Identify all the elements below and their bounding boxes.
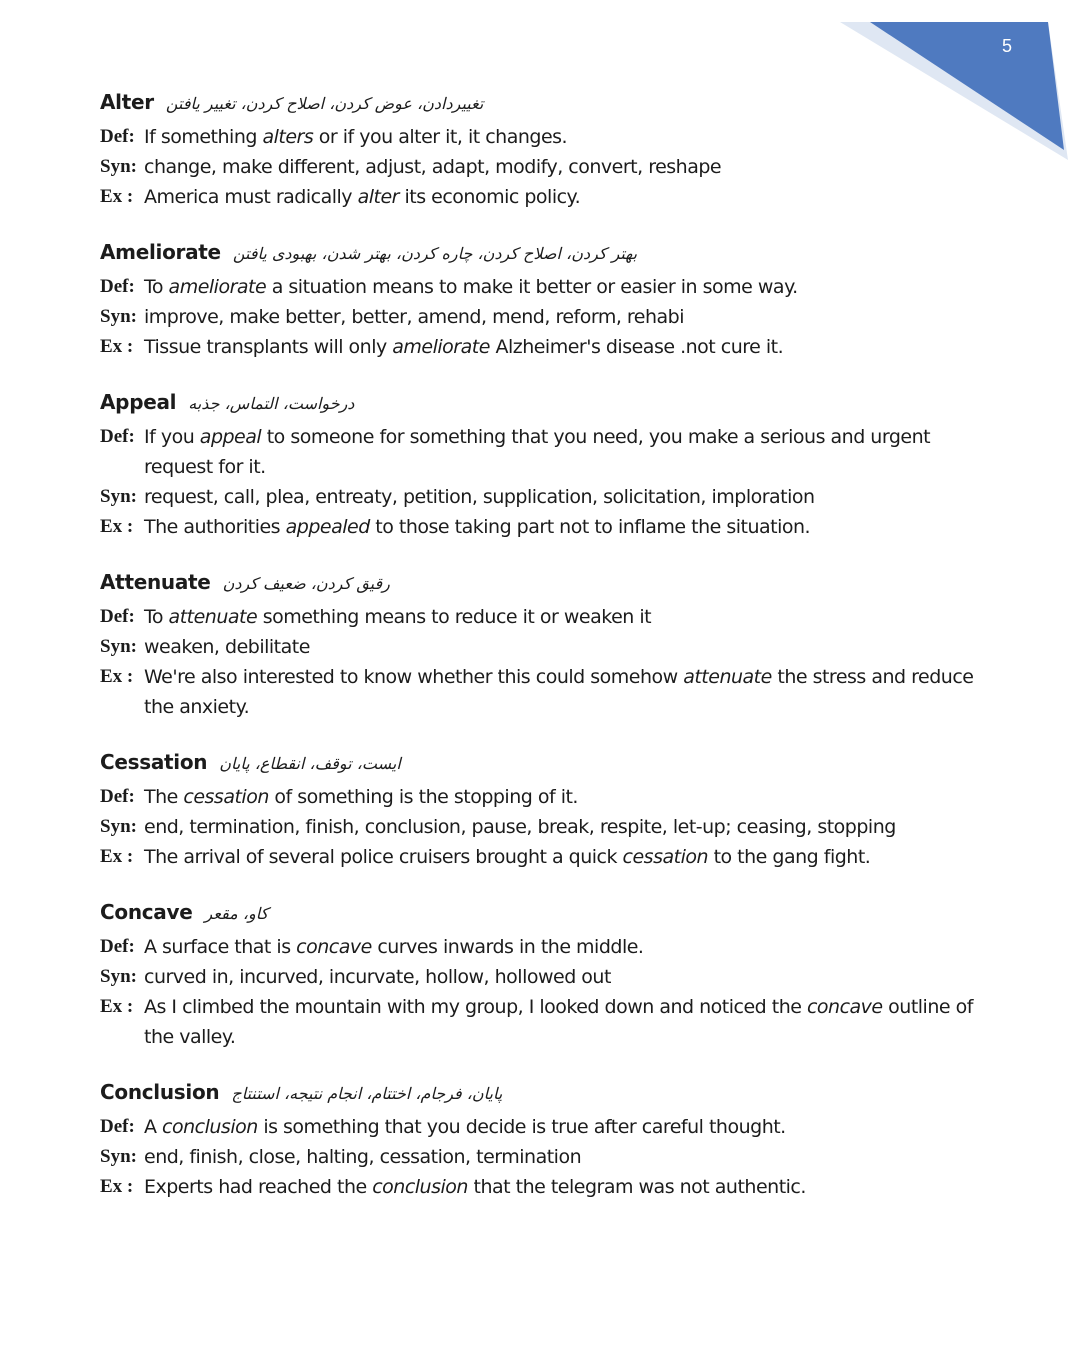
text-segment: A surface that is: [144, 936, 297, 958]
highlighted-word: concave: [806, 996, 883, 1018]
definition-line: [100, 422, 980, 482]
def-label: Def:: [100, 936, 135, 957]
def-label: Def:: [100, 606, 135, 627]
definition-line: [100, 122, 980, 152]
persian-translation: پایان، فرجام، اختتام، انجام نتیجه، استنتاج: [231, 1084, 503, 1103]
synonyms-line: [100, 302, 980, 332]
headword: Ameliorate: [100, 240, 221, 264]
ex-label: Ex :: [100, 1176, 134, 1197]
text-segment: its economic policy.: [398, 186, 581, 208]
entry-heading: [100, 562, 980, 602]
highlighted-word: conclusion: [162, 1116, 258, 1138]
example-line: [100, 512, 980, 542]
text-segment: The: [144, 786, 184, 808]
headword: Appeal: [100, 390, 177, 414]
entry-heading: [100, 742, 980, 782]
vocabulary-list: [100, 82, 980, 1222]
highlighted-word: cessation: [622, 846, 709, 868]
syn-label: Syn:: [100, 1146, 137, 1167]
vocabulary-entry: [100, 562, 980, 722]
text-segment: end, finish, close, halting, cessation, termination: [144, 1146, 582, 1168]
text-segment: improve, make better, better, amend, mend, reform, rehabi: [144, 306, 685, 328]
highlighted-word: attenuate: [168, 606, 258, 628]
text-segment: or if you alter it, it changes.: [313, 126, 568, 148]
highlighted-word: ameliorate: [168, 276, 267, 298]
entry-heading: [100, 82, 980, 122]
entry-heading: [100, 892, 980, 932]
headword: Conclusion: [100, 1080, 220, 1104]
ex-label: Ex :: [100, 186, 134, 207]
text-segment: Alzheimer's disease .not cure it.: [489, 336, 784, 358]
text-segment: to the gang fight.: [708, 846, 871, 868]
example-line: [100, 332, 980, 362]
vocabulary-entry: [100, 382, 980, 542]
syn-label: Syn:: [100, 966, 137, 987]
synonyms-line: [100, 632, 980, 662]
ex-label: Ex :: [100, 516, 134, 537]
def-label: Def:: [100, 276, 135, 297]
example-line: [100, 842, 980, 872]
highlighted-word: alter: [357, 186, 399, 208]
text-segment: If you: [144, 426, 200, 448]
syn-label: Syn:: [100, 636, 137, 657]
example-line: [100, 182, 980, 212]
highlighted-word: appealed: [285, 516, 370, 538]
synonyms-line: [100, 152, 980, 182]
text-segment: of something is the stopping of it.: [268, 786, 578, 808]
highlighted-word: alters: [262, 126, 314, 148]
highlighted-word: attenuate: [683, 666, 772, 688]
text-segment: curved in, incurved, incurvate, hollow, hollowed out: [144, 966, 611, 988]
def-label: Def:: [100, 126, 135, 147]
headword: Alter: [100, 90, 154, 114]
text-segment: As I climbed the mountain with my group, I looked down and noticed the: [144, 996, 807, 1018]
text-segment: A: [144, 1116, 163, 1138]
text-segment: Tissue transplants will only: [144, 336, 393, 358]
highlighted-word: conclusion: [372, 1176, 468, 1198]
vocabulary-entry: [100, 742, 980, 872]
highlighted-word: ameliorate: [392, 336, 490, 358]
entry-heading: [100, 382, 980, 422]
persian-translation: ایست، توقف، انقطاع، پایان: [219, 754, 401, 773]
text-segment: end, termination, finish, conclusion, pause, break, respite, let-up; ceasing, stopping: [144, 816, 896, 838]
synonyms-line: [100, 962, 980, 992]
text-segment: weaken, debilitate: [144, 636, 310, 658]
synonyms-line: [100, 812, 980, 842]
highlighted-word: concave: [296, 936, 372, 958]
def-label: Def:: [100, 426, 135, 447]
example-line: [100, 992, 980, 1052]
syn-label: Syn:: [100, 816, 137, 837]
text-segment: Experts had reached the: [144, 1176, 373, 1198]
example-line: [100, 1172, 980, 1202]
persian-translation: تغییردادن، عوض کردن، اصلاح کردن، تغییر یافتن: [165, 94, 484, 113]
text-segment: something means to reduce it or weaken it: [257, 606, 652, 628]
text-segment: If something: [144, 126, 263, 148]
example-line: [100, 662, 980, 722]
persian-translation: کاو، مقعر: [204, 904, 269, 923]
definition-line: [100, 272, 980, 302]
headword: Concave: [100, 900, 193, 924]
ex-label: Ex :: [100, 666, 134, 687]
text-segment: We're also interested to know whether this could somehow: [144, 666, 684, 688]
page-number: 5: [1001, 36, 1012, 56]
text-segment: The authorities: [144, 516, 286, 538]
text-segment: to those taking part not to inflame the situation.: [369, 516, 811, 538]
highlighted-word: appeal: [199, 426, 262, 448]
vocabulary-entry: [100, 892, 980, 1052]
entry-heading: [100, 232, 980, 272]
synonyms-line: [100, 1142, 980, 1172]
vocabulary-entry: [100, 82, 980, 212]
text-segment: The arrival of several police cruisers brought a quick: [144, 846, 623, 868]
persian-translation: رقیق کردن، ضعیف کردن: [222, 574, 390, 593]
persian-translation: بهتر کردن، اصلاح کردن، چاره کردن، بهتر شدن، بهبودی یافتن: [232, 244, 638, 263]
text-segment: America must radically: [144, 186, 358, 208]
definition-line: [100, 932, 980, 962]
text-segment: request, call, plea, entreaty, petition, supplication, solicitation, imploration: [144, 486, 815, 508]
text-segment: To: [144, 606, 169, 628]
def-label: Def:: [100, 1116, 135, 1137]
text-segment: to someone for something that you need, you make a serious and urgent request for it.: [144, 426, 931, 478]
ex-label: Ex :: [100, 846, 134, 867]
persian-translation: درخواست، التماس، جذبه: [188, 394, 355, 413]
entry-heading: [100, 1072, 980, 1112]
vocabulary-entry: [100, 1072, 980, 1202]
synonyms-line: [100, 482, 980, 512]
syn-label: Syn:: [100, 486, 137, 507]
definition-line: [100, 602, 980, 632]
text-segment: a situation means to make it better or easier in some way.: [266, 276, 798, 298]
text-segment: To: [144, 276, 169, 298]
headword: Attenuate: [100, 570, 211, 594]
text-segment: change, make different, adjust, adapt, modify, convert, reshape: [144, 156, 722, 178]
text-segment: is something that you decide is true after careful thought.: [257, 1116, 786, 1138]
syn-label: Syn:: [100, 156, 137, 177]
headword: Cessation: [100, 750, 208, 774]
text-segment: curves inwards in the middle.: [371, 936, 644, 958]
text-segment: outline of the valley.: [144, 996, 973, 1048]
syn-label: Syn:: [100, 306, 137, 327]
def-label: Def:: [100, 786, 135, 807]
highlighted-word: cessation: [183, 786, 269, 808]
ex-label: Ex :: [100, 996, 134, 1017]
ex-label: Ex :: [100, 336, 134, 357]
definition-line: [100, 1112, 980, 1142]
definition-line: [100, 782, 980, 812]
text-segment: that the telegram was not authentic.: [467, 1176, 806, 1198]
text-segment: the stress and reduce the anxiety.: [144, 666, 974, 718]
vocabulary-entry: [100, 232, 980, 362]
